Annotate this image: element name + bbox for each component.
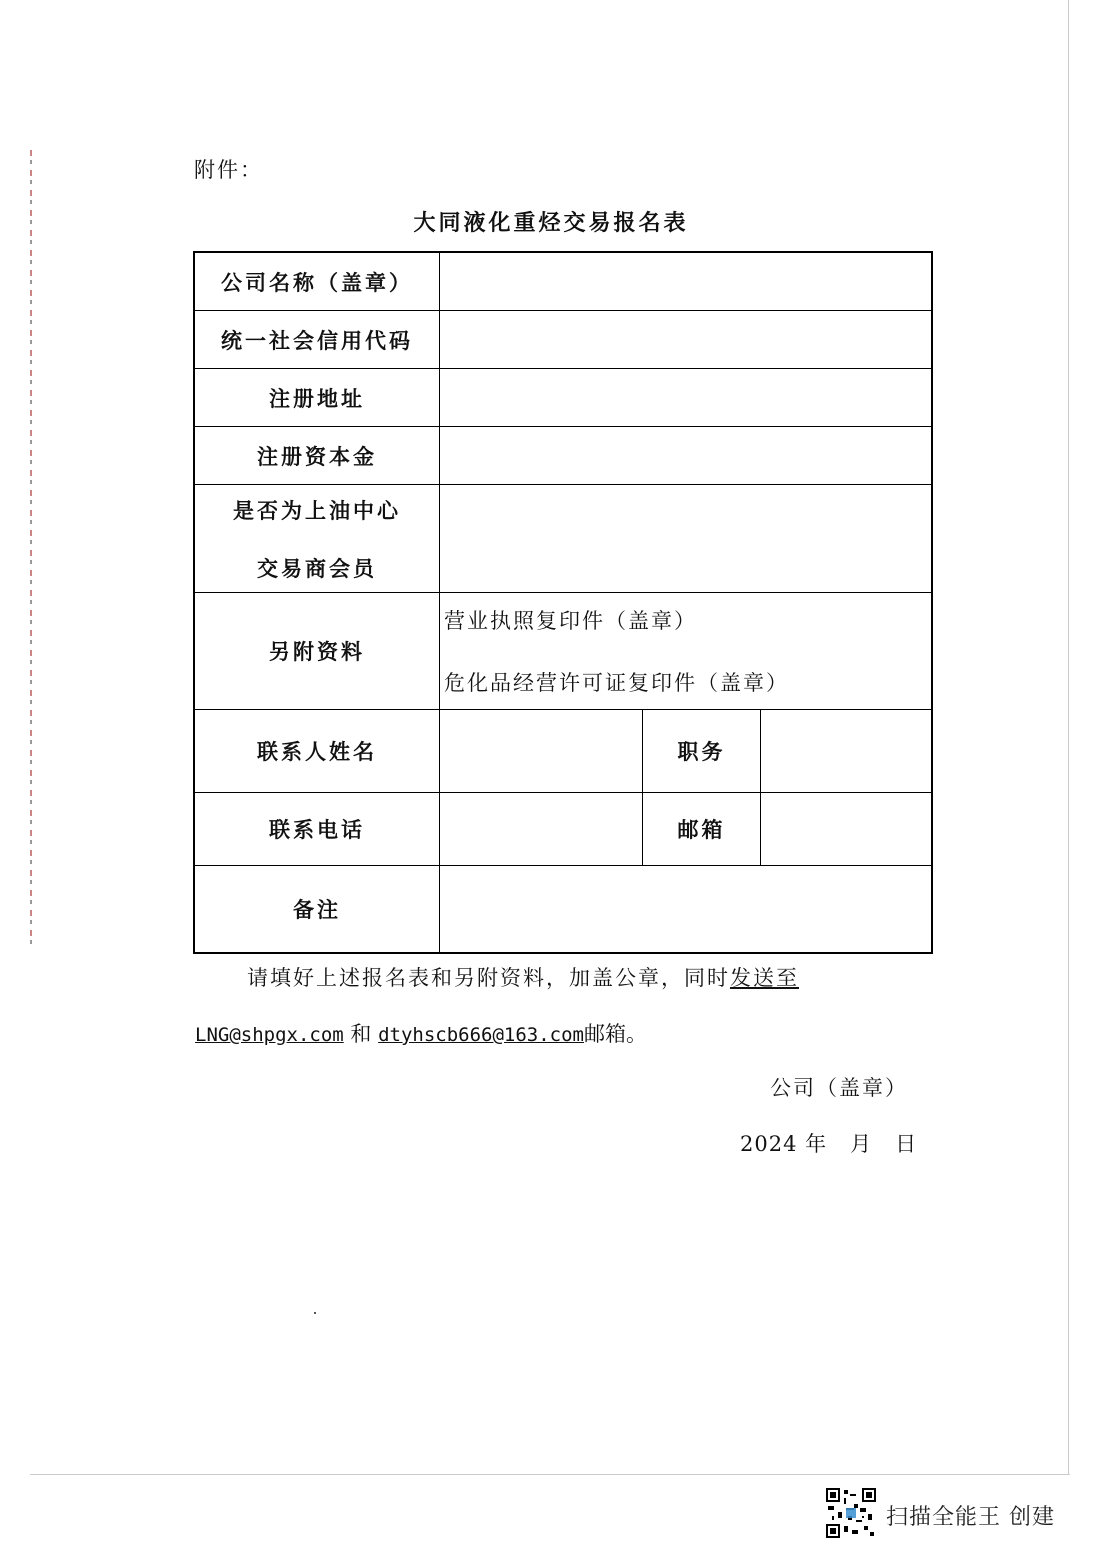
attachment-item: 营业执照复印件（盖章）	[444, 609, 697, 633]
scan-edge-artifact	[30, 150, 32, 950]
camscanner-watermark: 扫描全能王 创建	[886, 1505, 1055, 1530]
email-connector: 和	[350, 1022, 372, 1046]
signature-date: 2024 年 月 日	[740, 1132, 918, 1156]
position-label: 职务	[643, 710, 761, 792]
email-link-lng[interactable]: LNG@shpgx.com	[195, 1024, 344, 1046]
phone-field[interactable]	[440, 793, 643, 865]
row-credit-code	[195, 311, 931, 369]
instruction-emails	[195, 1018, 647, 1048]
position-field[interactable]	[761, 710, 931, 792]
email-suffix: 邮箱。	[584, 1022, 647, 1046]
qr-code-icon	[826, 1488, 876, 1538]
row-member	[195, 485, 931, 593]
attachment-item: 危化品经营许可证复印件（盖章）	[444, 671, 789, 695]
attachment-label: 附件：	[194, 158, 263, 182]
attachments-list	[440, 593, 931, 709]
scan-speck	[314, 1312, 316, 1314]
row-phone	[195, 793, 931, 866]
member-label-line2: 交易商会员	[257, 555, 377, 581]
email-label: 邮箱	[643, 793, 761, 865]
email-field[interactable]	[761, 793, 931, 865]
instruction-text	[247, 962, 799, 992]
attachments-label: 另附资料	[195, 593, 440, 709]
reg-capital-field[interactable]	[440, 427, 931, 484]
page-border-bottom	[30, 1474, 1070, 1475]
row-remarks	[195, 866, 931, 952]
row-company-name	[195, 253, 931, 311]
instruction-send-to: 发送至	[730, 966, 799, 990]
reg-address-label: 注册地址	[195, 369, 440, 426]
contact-name-field[interactable]	[440, 710, 643, 792]
row-attachments	[195, 593, 931, 710]
company-name-label: 公司名称（盖章）	[195, 253, 440, 310]
reg-address-field[interactable]	[440, 369, 931, 426]
instruction-part1: 请填好上述报名表和另附资料，加盖公章，同时	[247, 966, 730, 990]
signature-company: 公司（盖章）	[770, 1076, 908, 1100]
company-name-field[interactable]	[440, 253, 931, 310]
reg-capital-label: 注册资本金	[195, 427, 440, 484]
phone-label: 联系电话	[195, 793, 440, 865]
contact-name-label: 联系人姓名	[195, 710, 440, 792]
email-link-dtyhscb[interactable]: dtyhscb666@163.com	[378, 1024, 584, 1046]
credit-code-label: 统一社会信用代码	[195, 311, 440, 368]
row-reg-address	[195, 369, 931, 427]
member-field[interactable]	[440, 485, 931, 592]
form-title: 大同液化重烃交易报名表	[413, 210, 689, 236]
member-label	[195, 485, 440, 592]
remarks-field[interactable]	[440, 866, 931, 952]
row-reg-capital	[195, 427, 931, 485]
credit-code-field[interactable]	[440, 311, 931, 368]
row-contact	[195, 710, 931, 793]
remarks-label: 备注	[195, 866, 440, 952]
registration-form-table	[193, 251, 933, 954]
member-label-line1: 是否为上油中心	[233, 497, 401, 523]
